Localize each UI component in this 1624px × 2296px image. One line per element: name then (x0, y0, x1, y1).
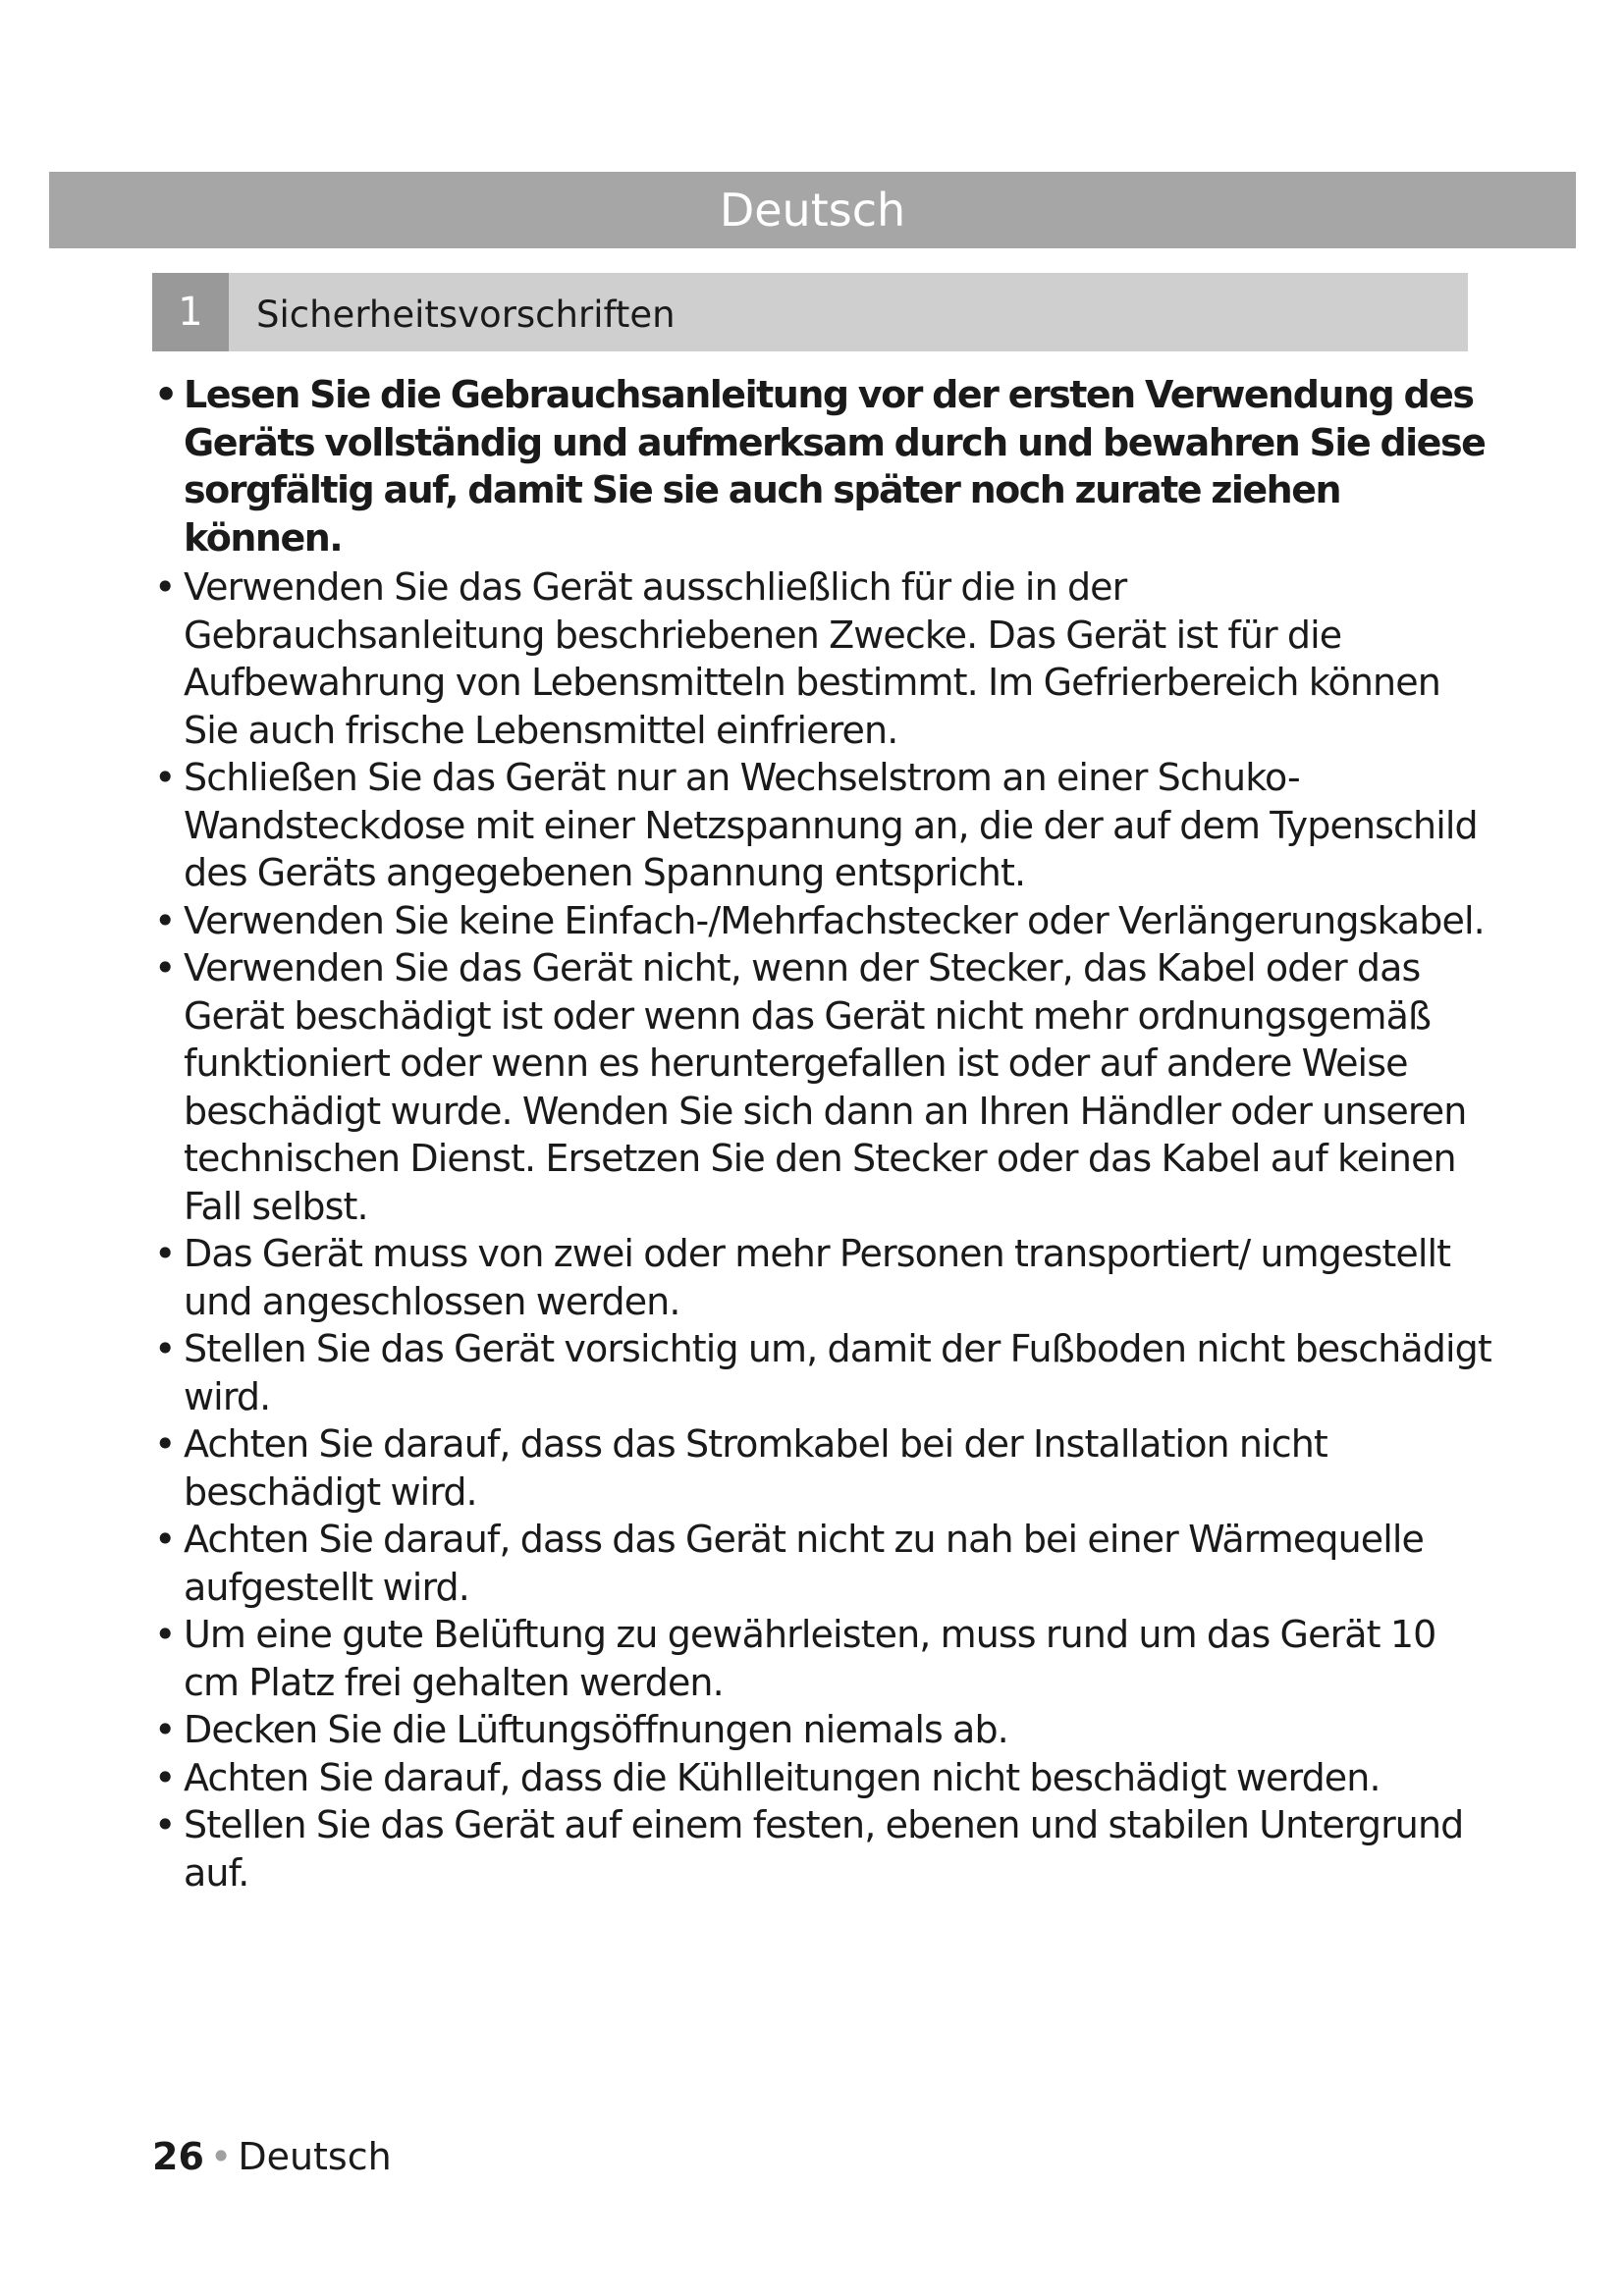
footer-separator-icon: • (209, 2135, 233, 2178)
bullet-icon: • (154, 1327, 176, 1370)
bullet-icon: • (154, 1613, 176, 1656)
bullet-icon: • (154, 1803, 176, 1846)
bullet-icon: • (154, 756, 176, 799)
list-item (152, 1230, 1497, 1325)
list-item (152, 754, 1497, 897)
list-item (152, 1611, 1497, 1706)
list-item (152, 944, 1497, 1230)
list-item (152, 1754, 1497, 1802)
list-item-text: Stellen Sie das Gerät vorsichtig um, damit der Fußboden nicht beschädigt wird. (184, 1327, 1491, 1418)
list-item (152, 1420, 1497, 1516)
bullet-icon: • (154, 1422, 176, 1466)
list-item (152, 371, 1497, 561)
bullet-icon: • (154, 373, 177, 416)
list-item (152, 897, 1497, 945)
list-item-text: Achten Sie darauf, dass das Gerät nicht zu nah bei einer Wärmequelle aufgestellt wird. (184, 1518, 1425, 1609)
list-item-text: Schließen Sie das Gerät nur an Wechselstrom an einer Schuko-Wandsteckdose mit einer Netzspannung an, die der auf dem Typenschild des Geräts angegebenen Spannung entspricht. (184, 756, 1478, 894)
language-banner: Deutsch (49, 172, 1576, 248)
list-item (152, 1706, 1497, 1754)
list-item (152, 563, 1497, 754)
list-item-text: Verwenden Sie das Gerät nicht, wenn der Stecker, das Kabel oder das Gerät beschädigt ist oder wenn das Gerät nicht mehr ordnungsgemäß funktioniert oder wenn es heruntergefallen ist oder auf andere Weise beschädigt wurde. Wenden Sie sich dann an Ihren Händler oder unseren technischen Dienst. Ersetzen Sie den Stecker oder das Kabel auf keinen Fall selbst. (184, 946, 1467, 1228)
safety-instructions-list (152, 371, 1497, 1896)
section-title: Sicherheitsvorschriften (256, 294, 676, 336)
section-header (152, 273, 1468, 351)
bullet-icon: • (154, 1518, 176, 1561)
list-item-text: Achten Sie darauf, dass die Kühlleitungen nicht beschädigt werden. (184, 1755, 1380, 1799)
bullet-icon: • (154, 1708, 176, 1751)
list-item-text: Verwenden Sie keine Einfach-/Mehrfachstecker oder Verlängerungskabel. (184, 898, 1485, 942)
bullet-icon: • (154, 1755, 176, 1799)
list-item-text: Decken Sie die Lüftungsöffnungen niemals ab. (184, 1708, 1008, 1751)
list-item (152, 1516, 1497, 1611)
list-item (152, 1801, 1497, 1896)
bullet-icon: • (154, 565, 176, 609)
list-item-text: Um eine gute Belüftung zu gewährleisten, muss rund um das Gerät 10 cm Platz frei gehalten werden. (184, 1613, 1436, 1704)
page-number: 26 (152, 2135, 204, 2178)
bullet-icon: • (154, 1232, 176, 1275)
list-item-text: Achten Sie darauf, dass das Stromkabel bei der Installation nicht beschädigt wird. (184, 1422, 1327, 1514)
list-item-text: Lesen Sie die Gebrauchsanleitung vor der ersten Verwendung des Geräts vollständig und aufmerksam durch und bewahren Sie diese sorgfältig auf, damit Sie sie auch später noch zurate ziehen können. (184, 373, 1486, 560)
page-footer (152, 2132, 392, 2181)
bullet-icon: • (154, 898, 176, 942)
list-item-text: Das Gerät muss von zwei oder mehr Personen transportiert/ umgestellt und angeschlossen werden. (184, 1232, 1451, 1323)
footer-language: Deutsch (238, 2135, 392, 2178)
bullet-icon: • (154, 946, 176, 989)
list-item-text: Stellen Sie das Gerät auf einem festen, ebenen und stabilen Untergrund auf. (184, 1803, 1464, 1895)
list-item (152, 1325, 1497, 1420)
list-item-text: Verwenden Sie das Gerät ausschließlich für die in der Gebrauchsanleitung beschriebenen Zwecke. Das Gerät ist für die Aufbewahrung von Lebensmitteln bestimmt. Im Gefrierbereich können Sie auch frische Lebensmittel einfrieren. (184, 565, 1440, 752)
section-number: 1 (152, 273, 229, 351)
